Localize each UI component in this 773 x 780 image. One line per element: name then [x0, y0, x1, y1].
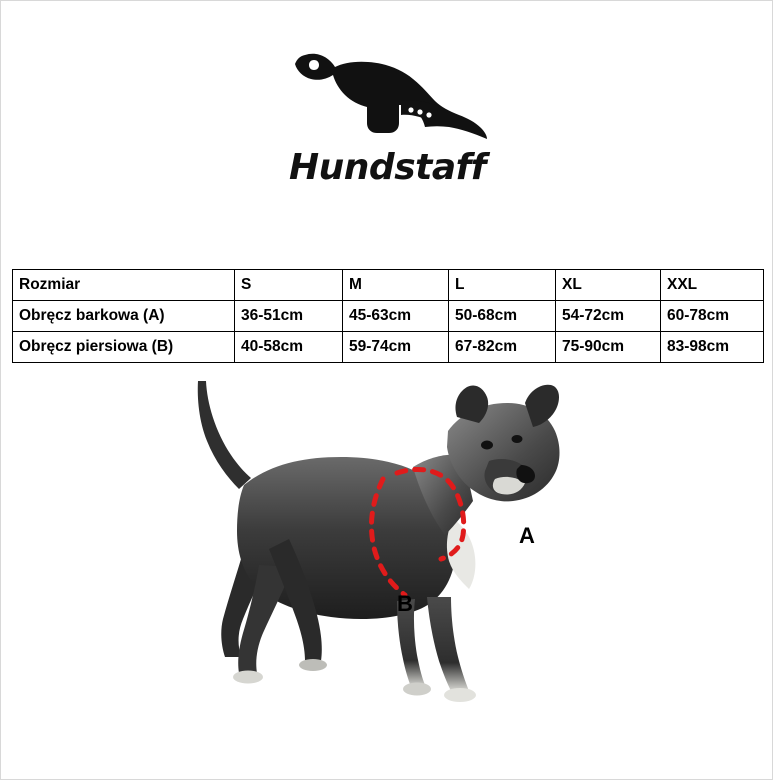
size-table [12, 269, 764, 363]
table-cell: 67-82cm [449, 332, 556, 363]
table-cell: 45-63cm [343, 301, 449, 332]
column-header: S [235, 270, 343, 301]
table-cell: 59-74cm [343, 332, 449, 363]
dog-head-with-collar-icon [273, 49, 503, 145]
table-row [13, 301, 764, 332]
table-cell: 54-72cm [556, 301, 661, 332]
measurement-label-a: A [519, 523, 535, 548]
table-cell: 75-90cm [556, 332, 661, 363]
american-staffordshire-terrier-photo [1, 369, 773, 709]
table-cell: 50-68cm [449, 301, 556, 332]
brand-wordmark: Hundstaff [289, 147, 486, 188]
row-label: Obręcz barkowa (A) [13, 301, 235, 332]
column-header: L [449, 270, 556, 301]
dog-illustration [1, 369, 773, 709]
table-cell: 60-78cm [661, 301, 764, 332]
table-row [13, 332, 764, 363]
column-header: Rozmiar [13, 270, 235, 301]
column-header: XL [556, 270, 661, 301]
row-label: Obręcz piersiowa (B) [13, 332, 235, 363]
brand-logo [1, 49, 773, 209]
table-header-row [13, 270, 764, 301]
table-cell: 40-58cm [235, 332, 343, 363]
size-table-container [12, 269, 763, 363]
measurement-label-b: B [397, 591, 413, 616]
table-cell: 83-98cm [661, 332, 764, 363]
column-header: M [343, 270, 449, 301]
table-cell: 36-51cm [235, 301, 343, 332]
column-header: XXL [661, 270, 764, 301]
